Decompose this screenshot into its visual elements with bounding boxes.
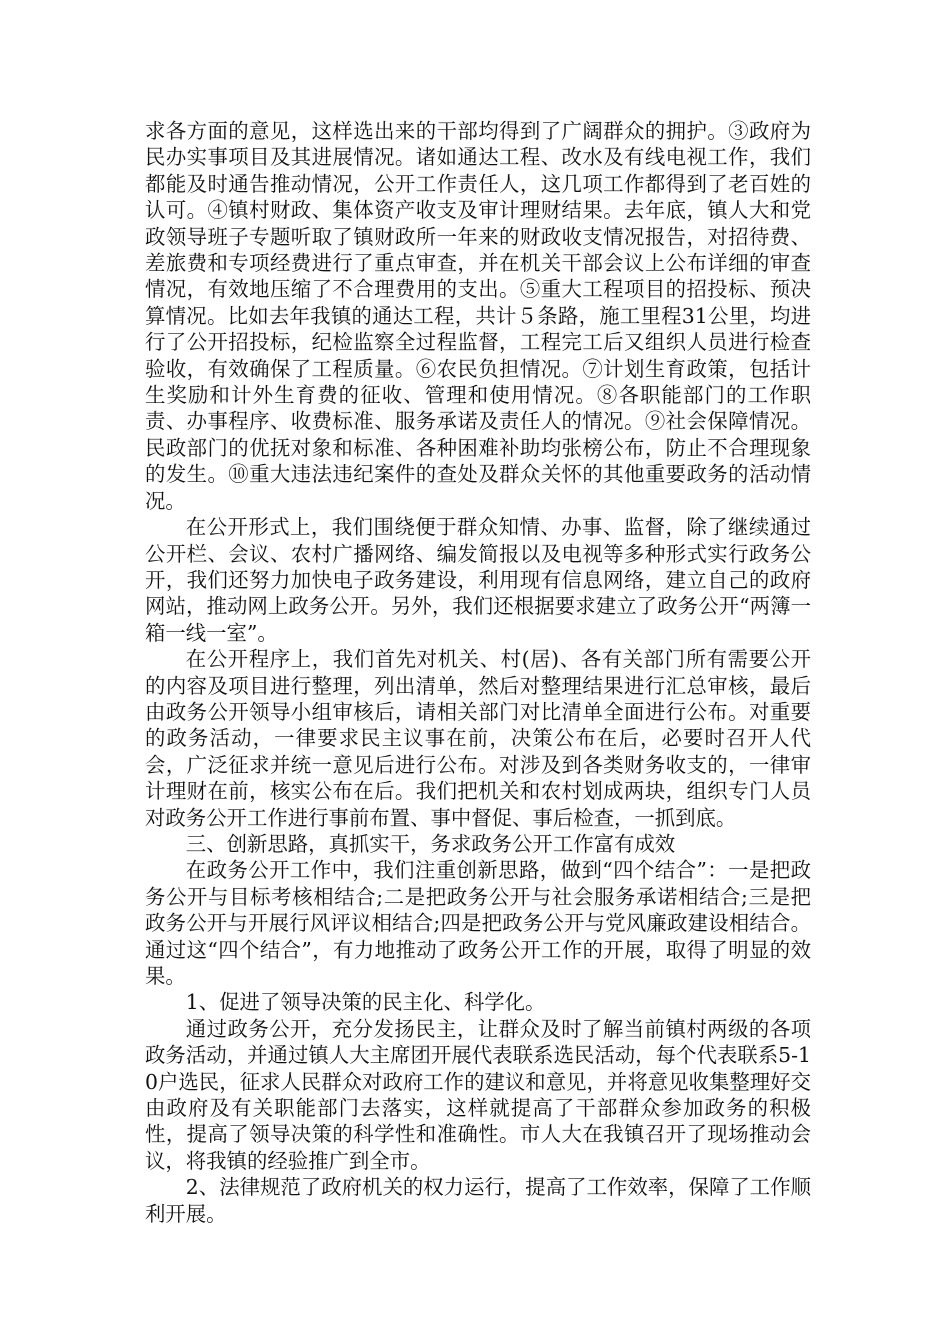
paragraph-four-combinations: 在政务公开工作中，我们注重创新思路，做到“四个结合”：一是把政务公开与目标考核相结合;二是把政务公开与社会服务承诺相结合;三是把政务公开与开展行风评议相结合;四是把政务公开与党风廉政建设相结合。通过这“四个结合”，有力地推动了政务公开工作的开展，取得了明显的效果。 bbox=[145, 858, 811, 988]
paragraph-democratic-decision: 通过政务公开，充分发扬民主，让群众及时了解当前镇村两级的各项政务活动，并通过镇人大主席团开展代表联系选民活动，每个代表联系5-10户选民，征求人民群众对政府工作的建议和意见，并将意见收集整理好交由政府及有关职能部门去落实，这样就提高了干部群众参加政务的积极性，提高了领导决策的科学性和准确性。市人大在我镇召开了现场推动会议，将我镇的经验推广到全市。 bbox=[145, 1016, 811, 1173]
paragraph-disclosure-form: 在公开形式上，我们围绕便于群众知情、办事、监督，除了继续通过公开栏、会议、农村广播网络、编发简报以及电视等多种形式实行政务公开，我们还努力加快电子政务建设，利用现有信息网络，建立自己的政府网站，推动网上政务公开。另外，我们还根据要求建立了政务公开“两簿一箱一线一室”。 bbox=[145, 515, 811, 645]
section-heading-three: 三、创新思路，真抓实干，务求政务公开工作富有成效 bbox=[185, 831, 676, 856]
paragraph-disclosure-procedure: 在公开程序上，我们首先对机关、村(居)、各有关部门所有需要公开的内容及项目进行整理，列出清单，然后对整理结果进行汇总审核，最后由政务公开领导小组审核后，请相关部门对比清单全面进行公布。对重要的政务活动，一律要求民主议事在前，决策公布在后，必要时召开人代会，广泛征求并统一意见后进行公布。对涉及到各类财务收支的，一律审计理财在前，核实公布在后。我们把机关和农村划成两块，组织专门人员对政务公开工作进行事前布置、事中督促、事后检查，一抓到底。 bbox=[145, 647, 811, 830]
paragraph-continued: 求各方面的意见，这样选出来的干部均得到了广阔群众的拥护。③政府为民办实事项目及其进展情况。诸如通达工程、改水及有线电视工作，我们都能及时通告推动情况，公开工作责任人，这几项工作都得到了老百姓的认可。④镇村财政、集体资产收支及审计理财结果。去年底，镇人大和党政领导班子专题听取了镇财政所一年来的财政收支情况报告，对招待费、差旅费和专项经费进行了重点审查，并在机关干部会议上公布详细的审查情况，有效地压缩了不合理费用的支出。⑤重大工程项目的招投标、预决算情况。比如去年我镇的通达工程，共计５条路，施工里程31公里，均进行了公开招投标，纪检监察全过程监督，工程完工后又组织人员进行检查验收，有效确保了工程质量。⑥农民负担情况。⑦计划生育政策，包括计生奖励和计外生育费的征收、管理和使用情况。⑧各职能部门的工作职责、办事程序、收费标准、服务承诺及责任人的情况。⑨社会保障情况。民政部门的优抚对象和标准、各种困难补助均张榜公布，防止不合理现象的发生。⑩重大违法违纪案件的查处及群众关怀的其他重要政务的活动情况。 bbox=[145, 119, 811, 513]
subheading-one: 1、促进了领导决策的民主化、科学化。 bbox=[185, 990, 546, 1015]
subheading-two: 2、法律规范了政府机关的权力运行，提高了工作效率，保障了工作顺利开展。 bbox=[145, 1175, 811, 1226]
document-body bbox=[145, 118, 811, 1227]
